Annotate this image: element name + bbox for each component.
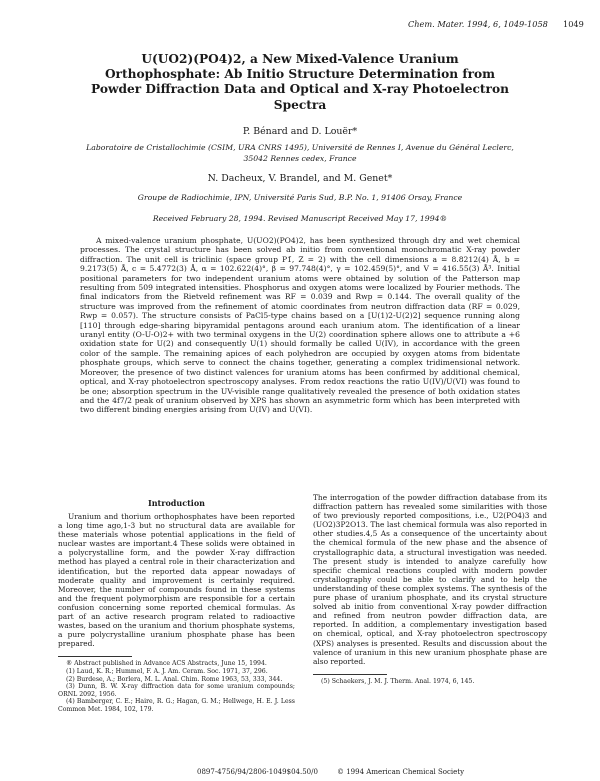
footnote: (4) Bamberger, C. E.; Haire, R. G.; Hagan, G. M.; Hellwege, H. E. J. Less Common Met. 1984, 102, 179. [58,698,295,713]
authors-group-1: P. Bénard and D. Louër* [242,126,358,137]
affiliation-2: Groupe de Radiochimie, IPN, Université Paris Sud, B.P. No. 1, 91406 Orsay, France [137,193,463,202]
footnote: (2) Burdese, A.; Borlera, M. L. Anal. Chim. Rome 1963, 53, 333, 344. [66,675,283,683]
abstract: A mixed-valence uranium phosphate, U(UO2)(PO4)2, has been synthesized through dry and wet chemical processes. The crystal structure has been solved ab initio from conventional monochromatic X-ray powder diffraction. The unit cell is triclinic (space group P1̄, Z = 2) with the cell dimensions a = 8.8212(4) Å, b = 9.2173(5) Å, c = 5.4772(3) Å, α = 102.622(4)°, β = 97.748(4)°, γ = 102.459(5)°, and V = 416.55(3) Å³. Initial positional parameters for two independent uranium atoms were obtained by solution of the Patterson map resulting from 509 integrated intensities. Phosphorus and oxygen atoms were localized by Fourier methods. The final indicators from the Rietveld refinement was RF = 0.039 and Rwp = 0.144. The overall quality of the structure was improved from the refinement of atomic coordinates from neutron diffraction data (RF = 0.029, Rwp = 0.057). The structure consists of PaCl5-type chains based on a [U(1)2-U(2)2] sequence running along [110] through edge-sharing bipyramidal pentagons around each uranium atom. The identification of a linear uranyl entity (O-U-O)2+ with two terminal oxygens in the U(2) coordination sphere allows one to attribute a +6 oxidation state for U(2) and consequently U(1) should formally be called U(IV), in accordance with the green color of the sample. The remaining apices of each polyhedron are occupied by oxygen atoms from bidentate phosphate groups, which serve to connect the chains together, generating a complex tridimensional network. Moreover, the presence of two distinct valences for uranium atoms has been confirmed by additional chemical, optical, and X-ray photoelectron spectroscopy analyses. From redox reactions the ratio U(IV)/U(VI) was found to be one; absorption spectrum in the UV-visible range qualitatively revealed the presence of both oxidation states and the 4f7/2 peak of uranium observed by XPS has shown an asymmetric form which has been interpreted with two different binding energies arising from U(IV) and U(VI). [80,236,520,415]
affiliation-1: Laboratoire de Cristallochimie (CSIM, URA CNRS 1495), Université de Rennes I, Avenue du Général Leclerc, 35042 Rennes cedex, France [86,143,514,163]
body-paragraph: The interrogation of the powder diffraction database from its diffraction pattern has revealed some similarities with those of two previously reported compositions, i.e., U2(PO4)3 and (UO2)3P2O13. The last chemical formula was also reported in other studies.4,5 As a consequence of the uncertainty about the chemical formula of the new phase and the absence of crystallographic data, a structural investigation was needed. The present study is intended to analyze carefully how specific chemical reactions coupled with modern powder crystallography could be able to clarify and to help the understanding of these complex systems. The synthesis of the pure phase of uranium phosphate, and its crystal structure solved ab initio from conventional X-ray powder diffraction and refined from neutron powder diffraction data, are reported. In addition, a complementary investigation based on chemical, optical, and X-ray photoelectron spectroscopy (XPS) analyses is presented. Results and discussion about the valence of uranium in this new uranium phosphate phase are also reported. [313,493,547,666]
footnote: ® Abstract published in Advance ACS Abstracts, June 15, 1994. [66,660,267,668]
right-column [313,493,547,685]
footnote-rule [58,656,132,657]
introduction-paragraph: Uranium and thorium orthophosphates have been reported a long time ago,1-3 but no structural data are available for these materials whose potential applications in the field of nuclear wastes are important.4 These solids were obtained in a polycrystalline form, and the powder X-ray diffraction method has played a central role in their characterization and identification, but the reported data appear nowadays of moderate quality and improvement is certainly required. Moreover, the number of compounds found in these systems and the frequent polymorphism are responsible for a certain confusion concerning some reported chemical formulas. As part of an active research program related to radioactive wastes, based on the uranium and thorium phosphate systems, a pure polycrystalline uranium phosphate phase has been prepared. [58,512,295,649]
article-code: 0897-4756/94/2806-1049$04.50/0 [197,768,318,776]
journal-citation: Chem. Mater. 1994, 6, 1049-1058 [408,19,548,29]
footnote: (1) Laud, K. R.; Hummel, F. A. J. Am. Ceram. Soc. 1971, 37, 296. [66,668,268,675]
copyright: © 1994 American Chemical Society [337,768,465,776]
page-number: 1049 [563,19,584,29]
article-title: U(UO2)(PO4)2, a New Mixed-Valence Uranium Orthophosphate: Ab Initio Structure Determination from Powder Diffraction Data and Optical and X-ray Photoelectron Spectra [91,52,509,112]
section-heading-introduction: Introduction [148,498,205,508]
left-column [58,493,295,714]
received-dates: Received February 28, 1994. Revised Manuscript Received May 17, 1994® [152,214,448,223]
authors-group-2: N. Dacheux, V. Brandel, and M. Genet* [207,173,393,184]
footnote: (3) Dunn, B. W. X-ray diffraction data for some uranium compounds; ORNL 2092, 1956. [58,683,295,698]
footnote-rule [313,674,387,675]
footnote: (5) Schaekers, J. M. J. Therm. Anal. 1974, 6, 145. [321,677,475,685]
